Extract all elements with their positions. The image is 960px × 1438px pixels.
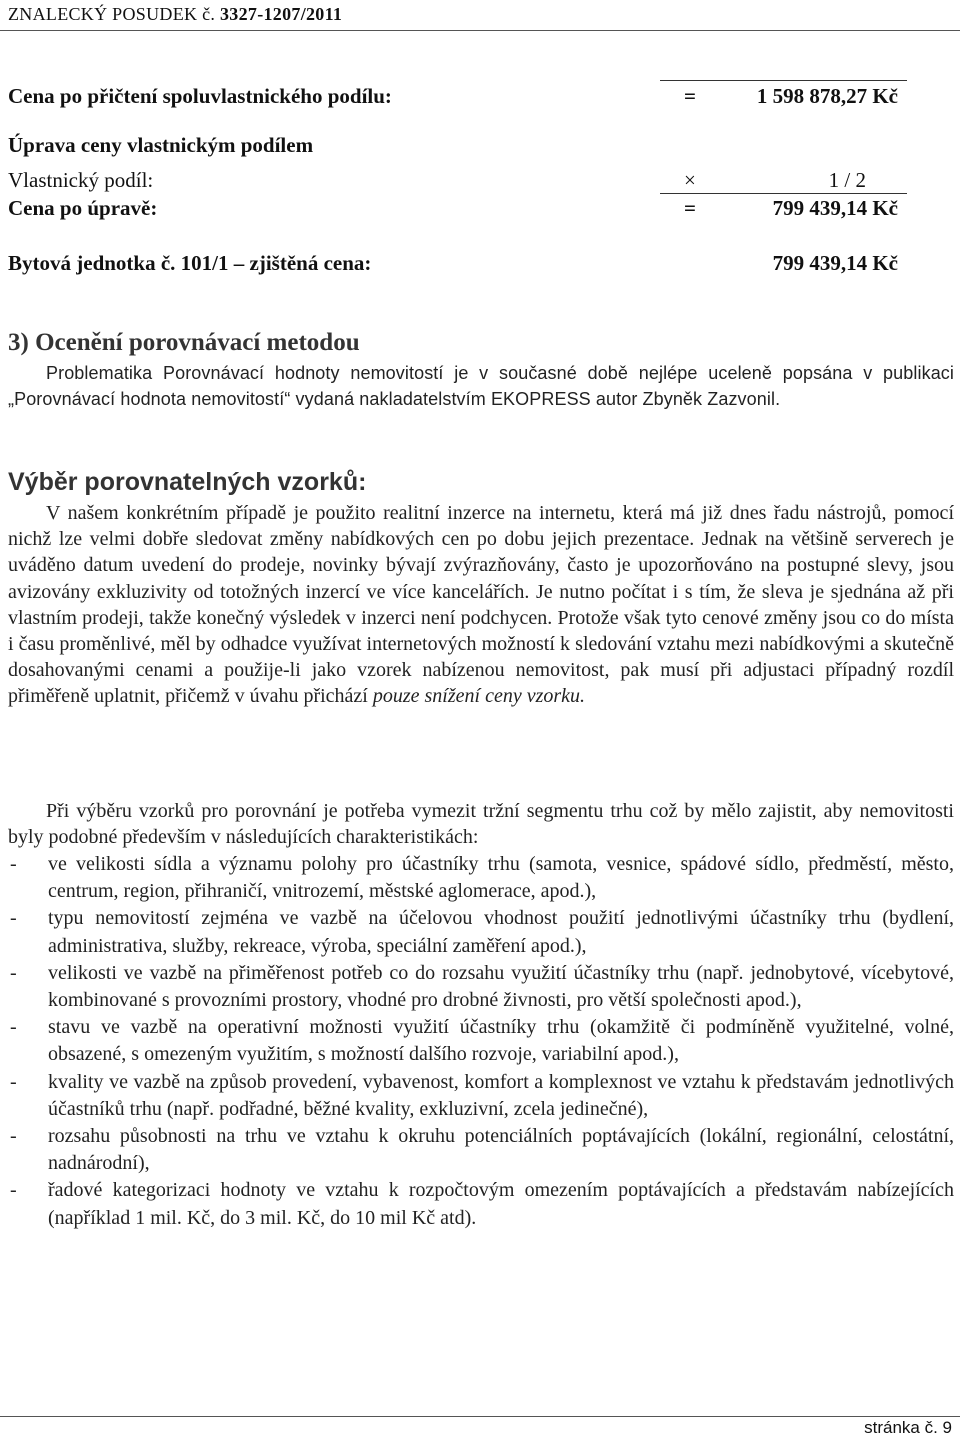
emphasis-text: pouze snížení ceny vzorku.	[372, 685, 586, 708]
row-operator: =	[684, 196, 696, 220]
characteristics-list	[8, 851, 954, 1232]
page-header	[0, 0, 960, 31]
row-value: 799 439,14 Kč	[772, 251, 898, 275]
row-operator: =	[684, 84, 696, 108]
sum-line-1	[660, 80, 907, 81]
row-operator: ×	[684, 168, 696, 192]
row-label: Vlastnický podíl:	[8, 168, 154, 192]
footer-rule	[0, 1416, 960, 1417]
list-item: - stavu ve vazbě na operativní možnosti využití účastníky trhu (okamžitě či podmíněně využitelné, volné, obsazené, s omezeným využitím, s možností dalšího rozvoje, variabilní apod.),	[10, 1016, 954, 1066]
valuation-subheading: Úprava ceny vlastnickým podílem	[8, 133, 314, 157]
section-intro-paragraph: Problematika Porovnávací hodnoty nemovitostí je v současné době nejlépe uceleně popsána v publikaci „Porovnávací hodnota nemovitostí“ vydaná nakladatelstvím EKOPRESS autor Zbyněk Zazvonil.	[8, 363, 954, 410]
valuation-row-co-ownership	[8, 84, 908, 110]
row-label: Cena po přičtení spoluvlastnického podílu:	[8, 84, 392, 108]
list-item: - typu nemovitostí zejména ve vazbě na účelovou vhodnost použití jednotlivými účastníky trhu (bydlení, administrativa, služby, rekreace, výroba, speciální zaměření apod.),	[10, 907, 954, 957]
row-label: Cena po úpravě:	[8, 196, 158, 220]
page-number: stránka č. 9	[864, 1418, 952, 1437]
list-item: - řadové kategorizaci hodnoty ve vztahu k rozpočtovým omezením poptávajících a představám nabízejících (například 1 mil. Kč, do 3 mil. Kč, do 10 mil Kč atd).	[10, 1179, 954, 1229]
section-title-sample-selection: Výběr porovnatelných vzorků:	[8, 468, 367, 496]
valuation-row-adjusted	[8, 196, 908, 222]
row-value: 799 439,14 Kč	[772, 196, 898, 220]
sum-line-2	[660, 193, 907, 194]
selection-paragraph-1: V našem konkrétním případě je použito realitní inzerce na internetu, která má již dnes řadu nástrojů, pomocí nichž lze velmi dobře sledovat změny nabídkových cen po dobu jejich prezentace. Jednak na většině serverech je uváděno datum uvedení do prodeje, novinky bývají zvýrazňovány, často je upozorňováno na postupné slevy, jsou avizovány exkluzivity od totožných inzercí ve více kancelářích. Je nutno počítat i s tím, že sleva je sjednána až při vlastním prodeji, takže konečný výsledek v inzerci není podchycen. Protože však tyto cenové změny jsou co do místa i času proměnlivé, měl by odhadce využívat internetových možností k sledování vztahu mezi nabídkovými a skutečně dosahovanými cenami a použije-li jako vzorek nabízenou nemovitost, pak musí při adjustaci případný rozdíl přiměřeně uplatnit, přičemž v úvahu přichází pouze snížení ceny vzorku.	[8, 502, 954, 708]
list-item: - rozsahu působnosti na trhu ve vztahu k okruhu potenciálních poptávajících (lokální, regionální, celostátní, nadnárodní),	[10, 1125, 954, 1175]
list-item: - ve velikosti sídla a významu polohy pro účastníky trhu (samota, vesnice, spádové sídlo, předměstí, město, centrum, region, přihraničí, vnitrozemí, městské aglomerace, apod.),	[10, 853, 954, 903]
row-label: Bytová jednotka č. 101/1 – zjištěná cena:	[8, 251, 372, 275]
valuation-row-unit	[8, 251, 908, 277]
list-item: - kvality ve vazbě na způsob provedení, vybavenost, komfort a komplexnost ve vztahu k představám jednotlivých účastníků trhu (např. podřadné, běžné kvality, exkluzivní, zcela jedinečné),	[10, 1070, 954, 1120]
selection-paragraph-2: Při výběru vzorků pro porovnání je potřeba vymezit tržní segmentu trhu což by mělo zajistit, aby nemovitosti byly podobné především v následujících charakteristikách:	[8, 800, 954, 849]
valuation-row-share	[8, 168, 908, 194]
section-title-comparison-method: 3) Ocenění porovnávací metodou	[8, 329, 360, 356]
row-value: 1 598 878,27 Kč	[756, 84, 898, 108]
header-report-number: 3327-1207/2011	[220, 4, 343, 24]
row-value: 1 / 2	[828, 168, 866, 192]
header-title: ZNALECKÝ POSUDEK č. 3327-1207/2011	[8, 4, 343, 24]
list-item: - velikosti ve vazbě na přiměřenost potřeb co do rozsahu využití účastníky trhu (např. jednobytové, vícebytové, kombinované s provozními prostory, vhodné pro drobné živnosti, pro větší společnosti apod.),	[10, 961, 954, 1012]
